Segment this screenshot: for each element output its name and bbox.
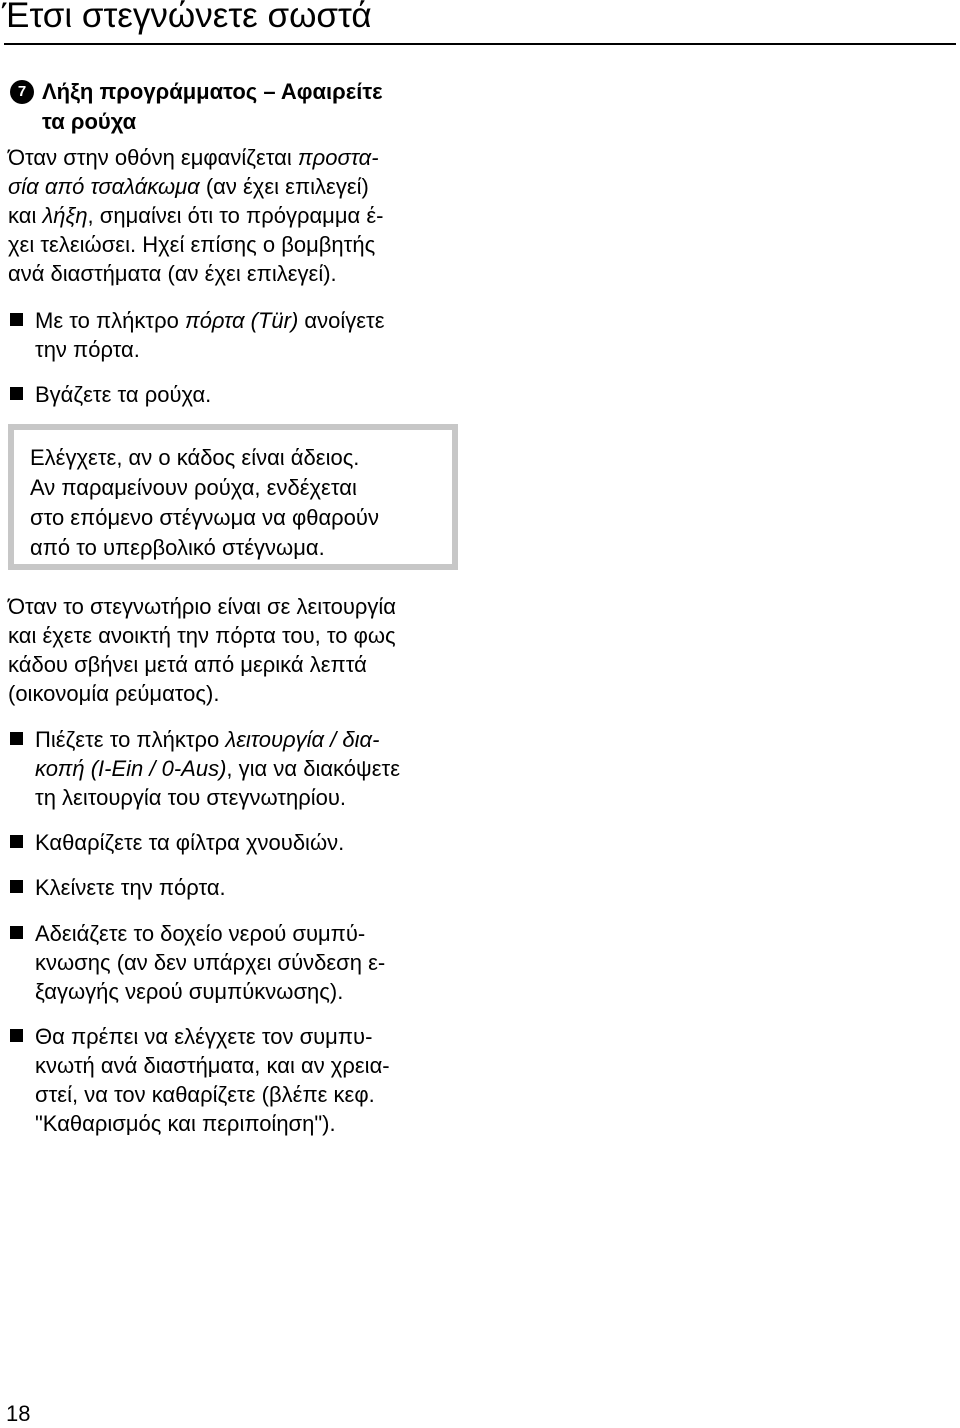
page-title: Έτσι στεγνώνετε σωστά: [2, 0, 372, 35]
text-span: ανοίγετε: [298, 308, 385, 333]
bullet-power-off: [8, 725, 468, 812]
step-heading-line: Λήξη προγράμματος – Αφαιρείτε: [42, 79, 383, 104]
warning-text: [30, 443, 460, 563]
step-heading: [42, 77, 470, 137]
text-line: χει τελειώσει. Ηχεί επίσης ο βομβητής: [8, 232, 376, 257]
square-bullet-icon: [10, 732, 23, 745]
display-text-end: λήξη: [42, 203, 88, 228]
intro-paragraph: [8, 143, 468, 288]
square-bullet-icon: [10, 1029, 23, 1042]
text-span: και: [8, 203, 43, 228]
bullet-check-condenser: [8, 1022, 468, 1138]
text-line: κάδου σβήνει μετά από μερικά λεπτά: [8, 652, 367, 677]
text-line: Αν παραμείνουν ρούχα, ενδέχεται: [30, 475, 357, 500]
text-line: κνωτή ανά διαστήματα, και αν χρεια-: [35, 1053, 390, 1078]
page-number: 18: [6, 1401, 31, 1426]
text-line: ανά διαστήματα (αν έχει επιλεγεί).: [8, 261, 337, 286]
text-line: στο επόμενο στέγνωμα να φθαρούν: [30, 505, 379, 530]
display-text-protection: προστα-: [297, 145, 379, 170]
step-number-badge: 7: [10, 80, 34, 104]
key-name-door-german: (Tür): [244, 308, 299, 333]
text-span: , για να διακόψετε: [226, 756, 401, 781]
key-name-power-cont: κοπή (I-Ein / 0-Aus): [35, 756, 227, 781]
bullet-empty-water-container: [8, 919, 468, 1006]
text-line: από το υπερβολικό στέγνωμα.: [30, 535, 325, 560]
drum-light-paragraph: [8, 592, 468, 708]
square-bullet-icon: [10, 926, 23, 939]
step-heading-block: [10, 77, 470, 137]
text-span: Με το πλήκτρο: [35, 308, 185, 333]
text-line: τη λειτουργία του στεγνωτηρίου.: [35, 785, 347, 810]
text-line: Θα πρέπει να ελέγχετε τον συμπυ-: [35, 1024, 373, 1049]
bullet-close-door: [8, 873, 468, 902]
bullet-open-door: [8, 306, 468, 364]
text-line: την πόρτα.: [35, 337, 140, 362]
text-line: (οικονομία ρεύματος).: [8, 681, 220, 706]
text-span: Όταν στην οθόνη εμφανίζεται: [8, 145, 298, 170]
text-line: Όταν το στεγνωτήριο είναι σε λειτουργία: [8, 594, 396, 619]
text-line: και έχετε ανοικτή την πόρτα του, το φως: [8, 623, 396, 648]
bullet-text: Βγάζετε τα ρούχα.: [35, 382, 212, 407]
key-name-door: πόρτα: [184, 308, 245, 333]
text-span: , σημαίνει ότι το πρόγραμμα έ-: [87, 203, 384, 228]
warning-box: [8, 424, 458, 570]
text-line: "Καθαρισμός και περιποίηση").: [35, 1111, 336, 1136]
bullet-text: Καθαρίζετε τα φίλτρα χνουδιών.: [35, 830, 345, 855]
bullet-text: Κλείνετε την πόρτα.: [35, 875, 226, 900]
text-span: Πιέζετε το πλήκτρο: [35, 727, 226, 752]
display-text-protection-cont: σία από τσαλάκωμα: [8, 174, 200, 199]
square-bullet-icon: [10, 313, 23, 326]
bullet-remove-laundry: [8, 380, 468, 409]
square-bullet-icon: [10, 387, 23, 400]
step-heading-line: τα ρούχα: [42, 109, 137, 134]
square-bullet-icon: [10, 880, 23, 893]
text-line: στεί, να τον καθαρίζετε (βλέπε κεφ.: [35, 1082, 375, 1107]
bullet-clean-filters: [8, 828, 468, 857]
text-line: Αδειάζετε το δοχείο νερού συμπύ-: [35, 921, 366, 946]
text-line: ξαγωγής νερού συμπύκνωσης).: [35, 979, 344, 1004]
square-bullet-icon: [10, 835, 23, 848]
text-line: κνωσης (αν δεν υπάρχει σύνδεση ε-: [35, 950, 386, 975]
title-divider: [4, 43, 956, 45]
key-name-power: λειτουργία / δια-: [225, 727, 380, 752]
text-span: (αν έχει επιλεγεί): [199, 174, 369, 199]
text-line: Ελέγχετε, αν ο κάδος είναι άδειος.: [30, 445, 360, 470]
